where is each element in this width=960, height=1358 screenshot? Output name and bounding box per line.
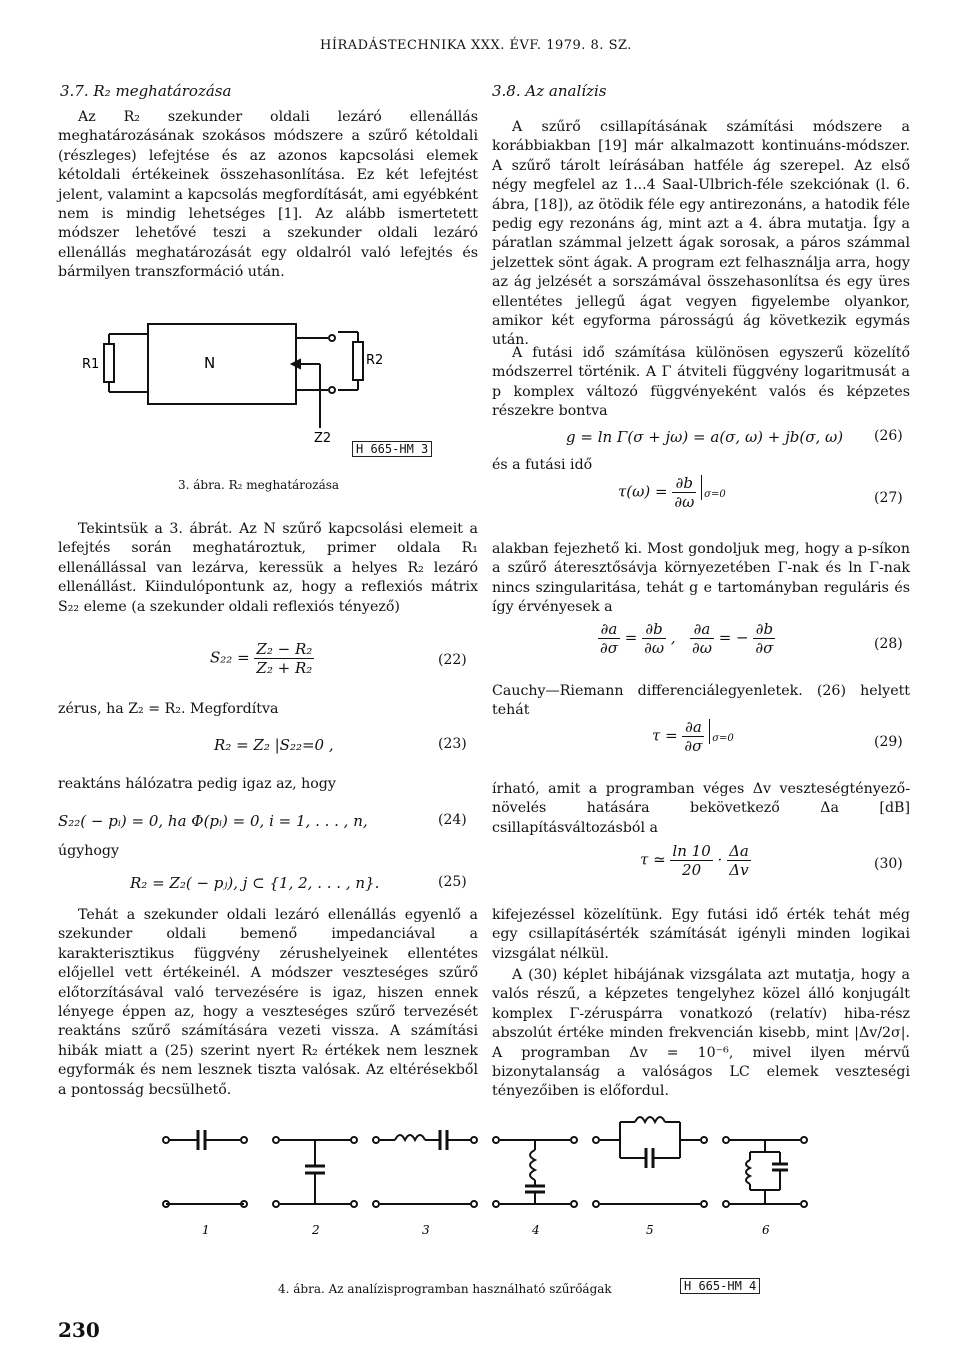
right-paragraph-1: A szűrő csillapításának számítási módszere a korábbiakban [19] már alkalmazott kontinuáns-módszer. A szűrő tárolt leírásában hatféle ág szerepel. Az első négy megfelel az 1...4 Saal-Ulbrich-féle szekciónak (l. 6. ábra, [18]), az ötödik féle egy antirezonáns, a hatodik féle pedig egy rezonáns ág, mint azt a 4. ábra mutatja. Így a páratlan számmal jelzett ágak sorosak, a páros számmal jelzettek sönt ágak. A program ezt felhasználja arra, hogy az ág jelzését a sorszámával összehasonlítsa és egy üres ellentétes jellegű ágat vegyen figyelembe olyankor, amikor két egyforma párosságú ág következik egymás után. (492, 119, 910, 349)
label-r1: R1 (82, 357, 100, 372)
equation-25: R₂ = Z₂( − pⱼ), j ⊂ {1, 2, . . . , n}. (130, 874, 380, 892)
figure-3-circuit (68, 318, 488, 493)
equation-22-number: (22) (438, 652, 467, 668)
equation-24: S₂₂( − pᵢ) = 0, ha Φ(pᵢ) = 0, i = 1, . . . , n, (58, 812, 368, 830)
right-paragraph-3: és a futási idő (492, 457, 593, 473)
fig4-number-1: 1 (202, 1223, 210, 1237)
section-title-3-8: 3.8. Az analízis (492, 82, 607, 100)
fig4-number-5: 5 (646, 1223, 654, 1237)
left-paragraph-3: zérus, ha Z₂ = R₂. Megfordítva (58, 701, 279, 717)
figure-3-caption: 3. ábra. R₂ meghatározása (178, 478, 340, 492)
equation-29: τ = $\frac{\partial a}{\partial\sigma}$ σ=0 (652, 718, 734, 755)
equation-30: τ ≃ $\frac{\ln 10}{20}$ · $\frac{\Delta a}{\Delta v}$ (640, 842, 749, 879)
branch-6-shunt-resonant (723, 1137, 807, 1207)
equation-28-number: (28) (874, 636, 903, 652)
fig4-number-6: 6 (762, 1223, 770, 1237)
right-paragraph-6: írható, amit a programban véges Δv veszteségtényező-növelés hatására bekövetkező Δa [dB] csillapításváltozásból a (492, 781, 910, 836)
equation-23: R₂ = Z₂ |S₂₂=0 , (214, 736, 334, 754)
left-paragraph-2: Tekintsük a 3. ábrát. Az N szűrő kapcsolási elemeit a lefejtés során meghatároztuk, primer oldala R₁ ellenállással van lezárva, keressük a helyes R₂ lezáró ellenállást. Kiindulópontunk az, hogy a reflexiós mátrix S₂₂ eleme (a szekunder oldali reflexiós tényező) (58, 521, 478, 615)
figure-4-code-box: H 665-HM 4 (680, 1278, 760, 1294)
page-number: 230 (58, 1318, 100, 1342)
left-paragraph-1: Az R₂ szekunder oldali lezáró ellenállás meghatározásának szokásos módszere a szűrő kétoldali (részleges) lefejtése és az azonos kapcsolási elemek kétoldali értékeinek összehasonlítása. Ez két lefejtést jelent, valamint a kapcsolás megfordítását, ami egyébként nem is mindig lehetséges [1]. Az alább ismertetett módszer lehetővé teszi a szekunder oldali lezáró ellenállás meghatározását egy oldalról való lefejtés és bármilyen transzformáció után. (58, 109, 478, 281)
section-title-3-7: 3.7. R₂ meghatározása (60, 82, 232, 100)
figure-4-caption: 4. ábra. Az analízisprogramban használható szűrőágak (278, 1282, 612, 1296)
label-z2: Z2 (314, 431, 332, 446)
equation-22: S₂₂ = $\frac{\text{Z₂ − R₂}}{\text{Z₂ + R₂}}$ (210, 640, 313, 677)
right-paragraph-2: A futási idő számítása különösen egyszerű közelítő módszerrel történik. A Γ átviteli függvény logaritmusát a p komplex változó függvényeként valós és képzetes részekre bontva (492, 345, 910, 420)
left-paragraph-6: Tehát a szekunder oldali lezáró ellenállás egyenlő a szekunder oldali bemenő impedanciával a karakterisztikus függvény zérushelyeinek ellentétes előjellel vett értékeinél. A módszer veszteséges szűrő előtorzításával való tervezésére is igaz, hiszen ennek lényege éppen az, hogy a veszteséges szűrő tervezését reaktáns szűrő számítására vezeti vissza. A számítási hibák miatt a (25) szerint nyert R₂ értékek nem lesznek egyformák és nem lesznek tiszta valósak. Az eltérésekből a pontosság becsülhető. (58, 907, 478, 1098)
right-paragraph-7: kifejezéssel közelítünk. Egy futási idő érték tehát még egy csillapításérték számítását igényli minden logikai vizsgálat nélkül. (492, 907, 910, 962)
equation-26: g = ln Γ(σ + jω) = a(σ, ω) + jb(σ, ω) (566, 428, 844, 446)
right-paragraph-8: A (30) képlet hibájának vizsgálata azt mutatja, hogy a valós részű, a képzetes tengelyhez közel álló konjugált komplex Γ-zéruspárra vonatkozó (relatív) hiba-rész abszolút értéke minden frekvencián kisebb, mint |Δv/2σ|. A programban Δv = 10⁻⁶, mivel ilyen mérvű bizonytalanság a valóságos LC elemek veszteségi tényezőiben is előfordul. (492, 967, 910, 1100)
equation-23-number: (23) (438, 736, 467, 752)
fig4-number-4: 4 (532, 1223, 540, 1237)
right-paragraph-4: alakban fejezhető ki. Most gondoljuk meg, hogy a p-síkon a szűrő áteresztősávja környezetében Γ-nak és ln Γ-nak nincs szingularitása, tehát g e tartományban reguláris és így érvényesek a (492, 541, 910, 616)
label-r2: R2 (366, 353, 384, 368)
fig4-number-3: 3 (422, 1223, 430, 1237)
branch-4-shunt-lc (493, 1137, 577, 1207)
equation-26-number: (26) (874, 428, 903, 444)
left-paragraph-5: úgyhogy (58, 843, 120, 859)
equation-24-number: (24) (438, 812, 467, 828)
branch-1-series-capacitor (163, 1130, 247, 1207)
equation-30-number: (30) (874, 856, 903, 872)
right-paragraph-5: Cauchy—Riemann differenciálegyenletek. (26) helyett tehát (492, 683, 910, 719)
network-n-box (148, 324, 296, 404)
equation-28: $\frac{\partial a}{\partial\sigma}$ = $\frac{\partial b}{\partial\omega}$ , $\frac{\partial a}{\partial\omega}$ = − $\frac{\partial b}{\partial\sigma}$ (600, 620, 774, 657)
figure-4-branches (150, 1100, 830, 1240)
running-header: HÍRADÁSTECHNIKA XXX. ÉVF. 1979. 8. SZ. (320, 38, 632, 53)
r1-resistor (104, 344, 114, 382)
branch-3-series-lc (373, 1130, 477, 1207)
left-paragraph-4: reaktáns hálózatra pedig igaz az, hogy (58, 776, 336, 792)
equation-27-number: (27) (874, 490, 903, 506)
figure-3-code-box: H 665-HM 3 (352, 441, 432, 457)
label-n: N (204, 354, 216, 372)
r2-resistor (353, 342, 363, 380)
equation-27: τ(ω) = $\frac{\partial b}{\partial\omega}$ σ=0 (618, 474, 726, 511)
branch-2-shunt-capacitor (273, 1137, 357, 1207)
equation-29-number: (29) (874, 734, 903, 750)
equation-25-number: (25) (438, 874, 467, 890)
fig4-number-2: 2 (312, 1223, 320, 1237)
branch-5-antiresonant (593, 1117, 707, 1207)
